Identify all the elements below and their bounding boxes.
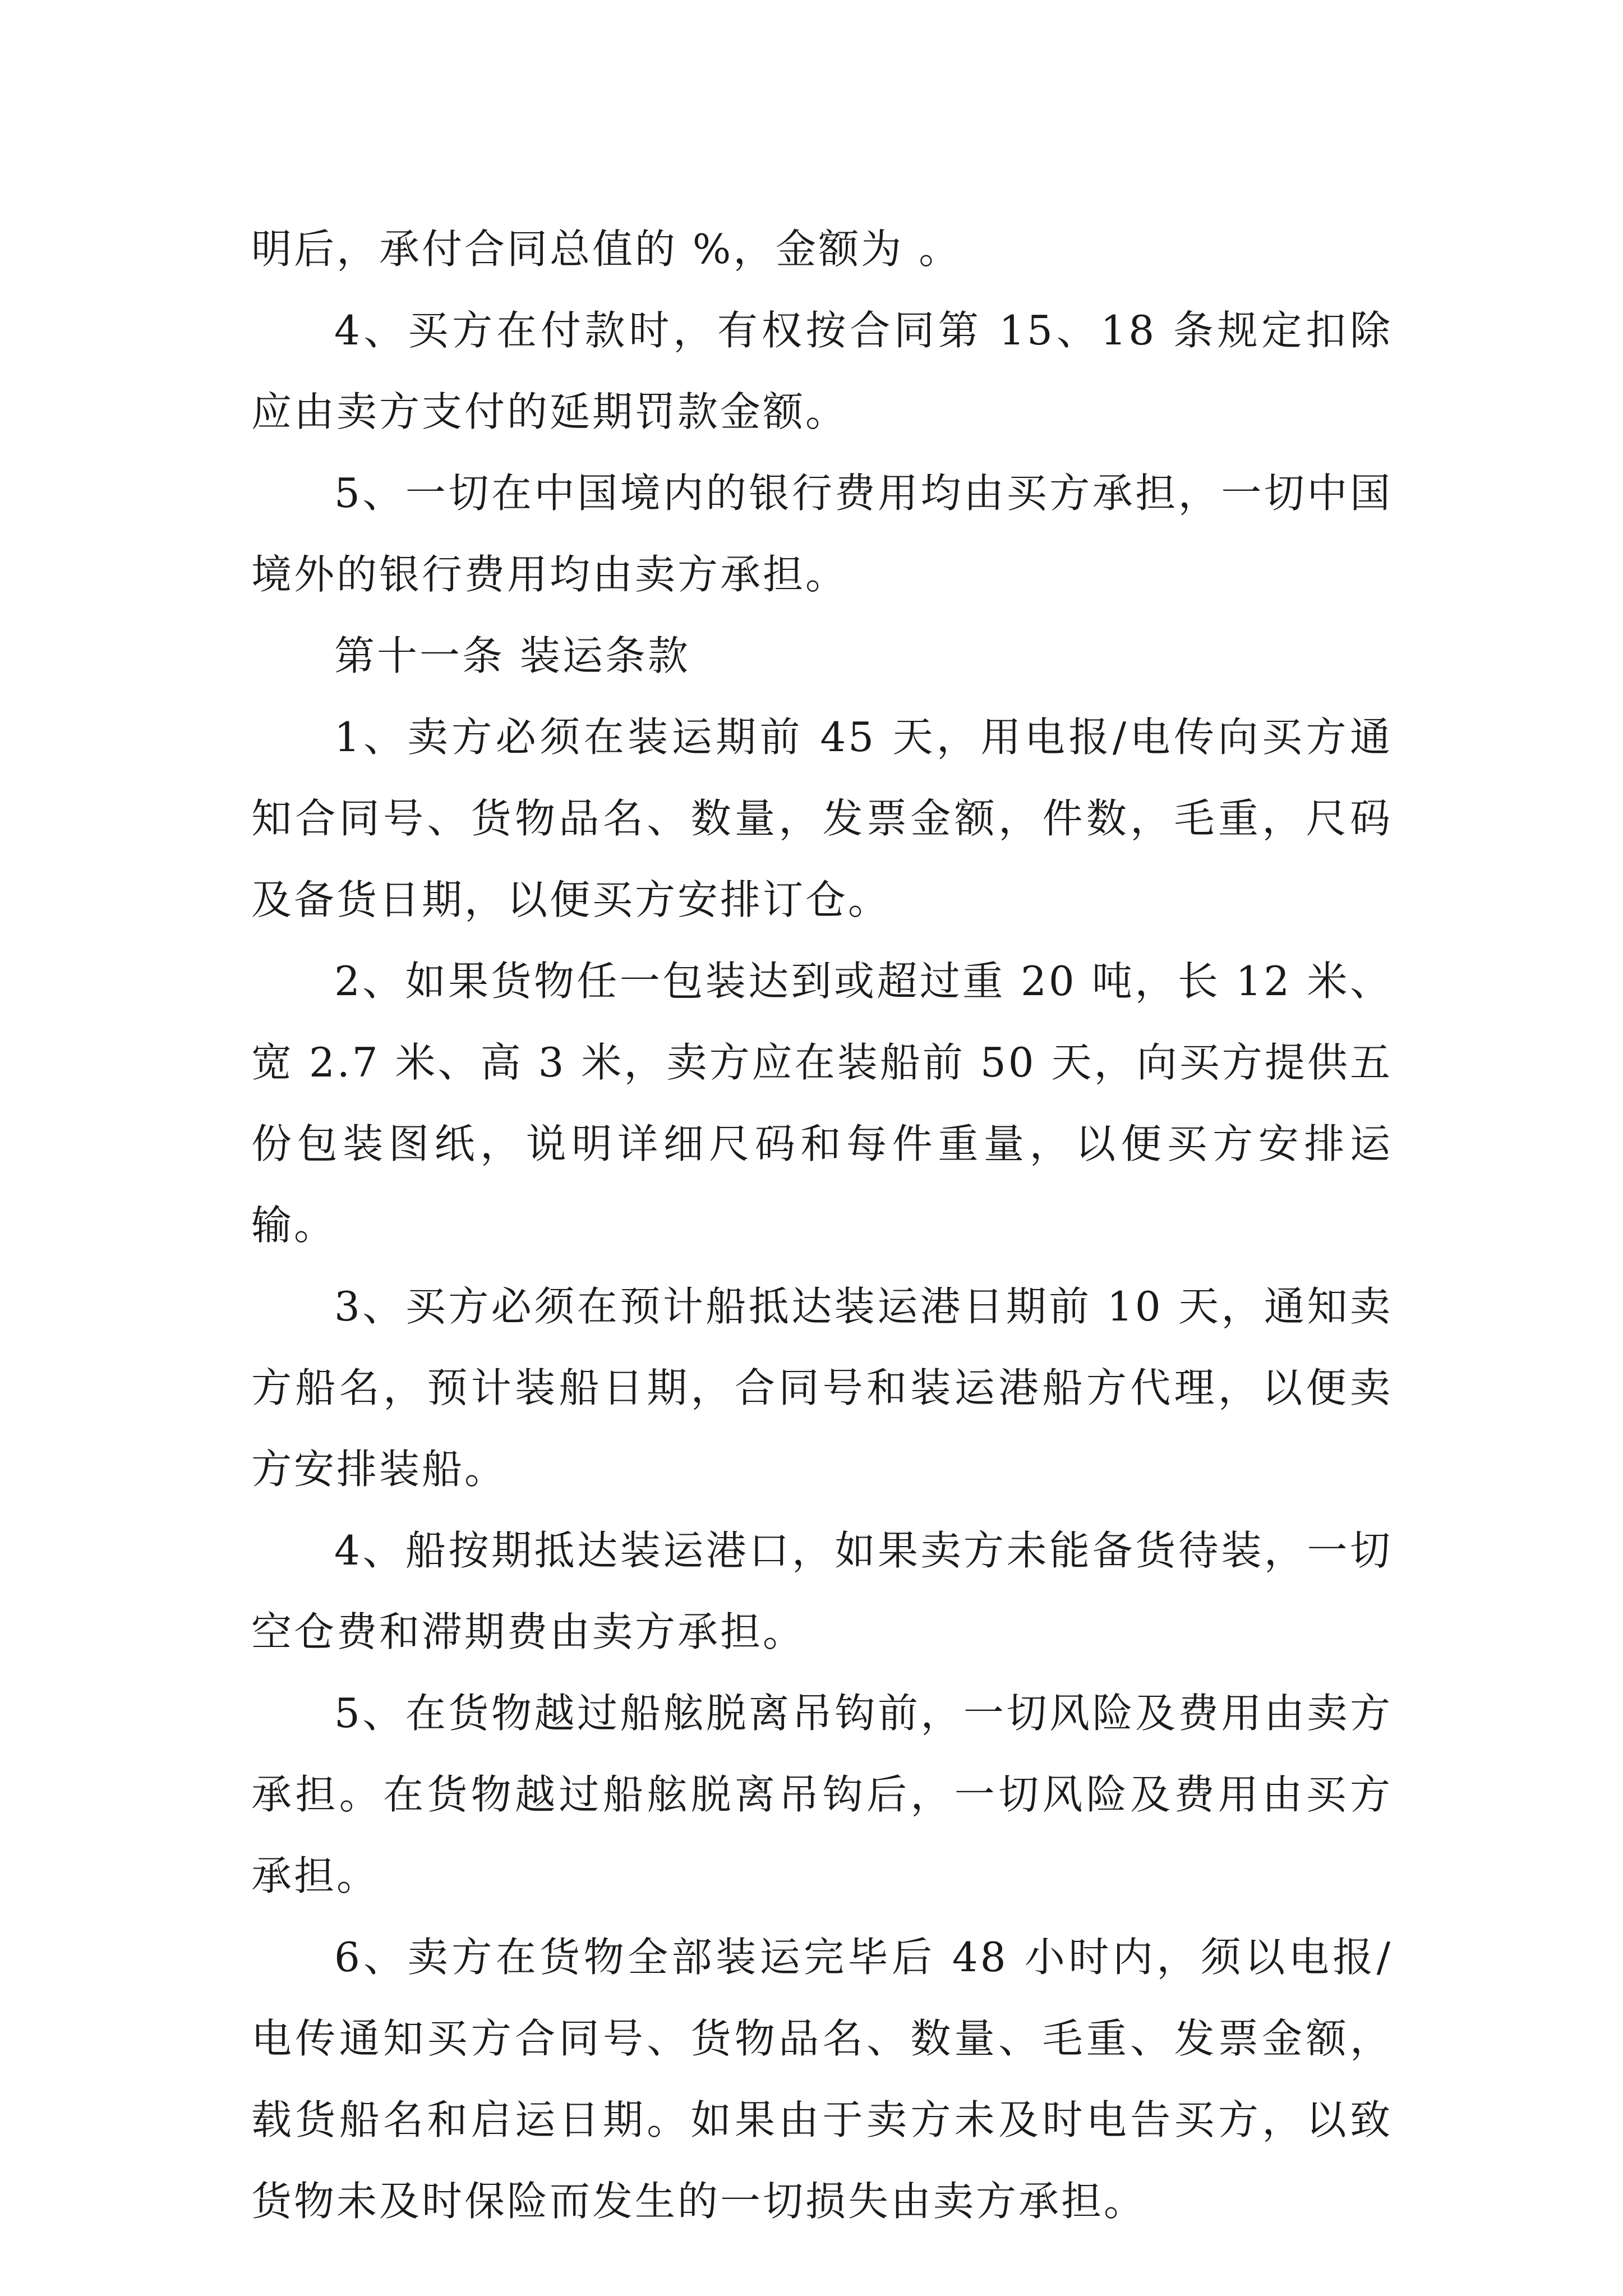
paragraph-shipping-6: 6、卖方在货物全部装运完毕后 48 小时内，须以电报/电传通知买方合同号、货物品名、数量、毛重、发票金额，载货船名和启运日期。如果由于卖方未及时电告买方，以致货物未及时保险而发生的一切损失由卖方承担。 (251, 1934, 1393, 2225)
paragraph-shipping-2: 2、如果货物任一包装达到或超过重 20 吨，长 12 米、宽 2.7 米、高 3 米，卖方应在装船前 50 天，向买方提供五份包装图纸，说明详细尺码和每件重量，以便买方安排运输。 (251, 958, 1393, 1249)
paragraph-shipping-3: 3、买方必须在预计船抵达装运港日期前 10 天，通知卖方船名，预计装船日期，合同号和装运港船方代理，以便卖方安排装船。 (251, 1283, 1393, 1493)
paragraph-continuation: 明后，承付合同总值的 %，金额为 。 (251, 226, 962, 273)
paragraph-clause-5-bank-fees: 5、一切在中国境内的银行费用均由买方承担，一切中国境外的银行费用均由卖方承担。 (251, 470, 1393, 598)
section-heading-article-11: 第十一条 装运条款 (334, 632, 690, 679)
document-body (251, 209, 1393, 2242)
paragraph-clause-4-payment-deduction: 4、买方在付款时，有权按合同第 15、18 条规定扣除应由卖方支付的延期罚款金额。 (251, 307, 1393, 435)
paragraph-shipping-1: 1、卖方必须在装运期前 45 天，用电报/电传向买方通知合同号、货物品名、数量，发票金额，件数，毛重，尺码及备货日期，以便买方安排订仓。 (251, 714, 1393, 923)
paragraph-shipping-4: 4、船按期抵达装运港口，如果卖方未能备货待装，一切空仓费和滞期费由卖方承担。 (251, 1527, 1393, 1655)
paragraph-shipping-5: 5、在货物越过船舷脱离吊钩前，一切风险及费用由卖方承担。在货物越过船舷脱离吊钩后，一切风险及费用由买方承担。 (251, 1690, 1393, 1899)
